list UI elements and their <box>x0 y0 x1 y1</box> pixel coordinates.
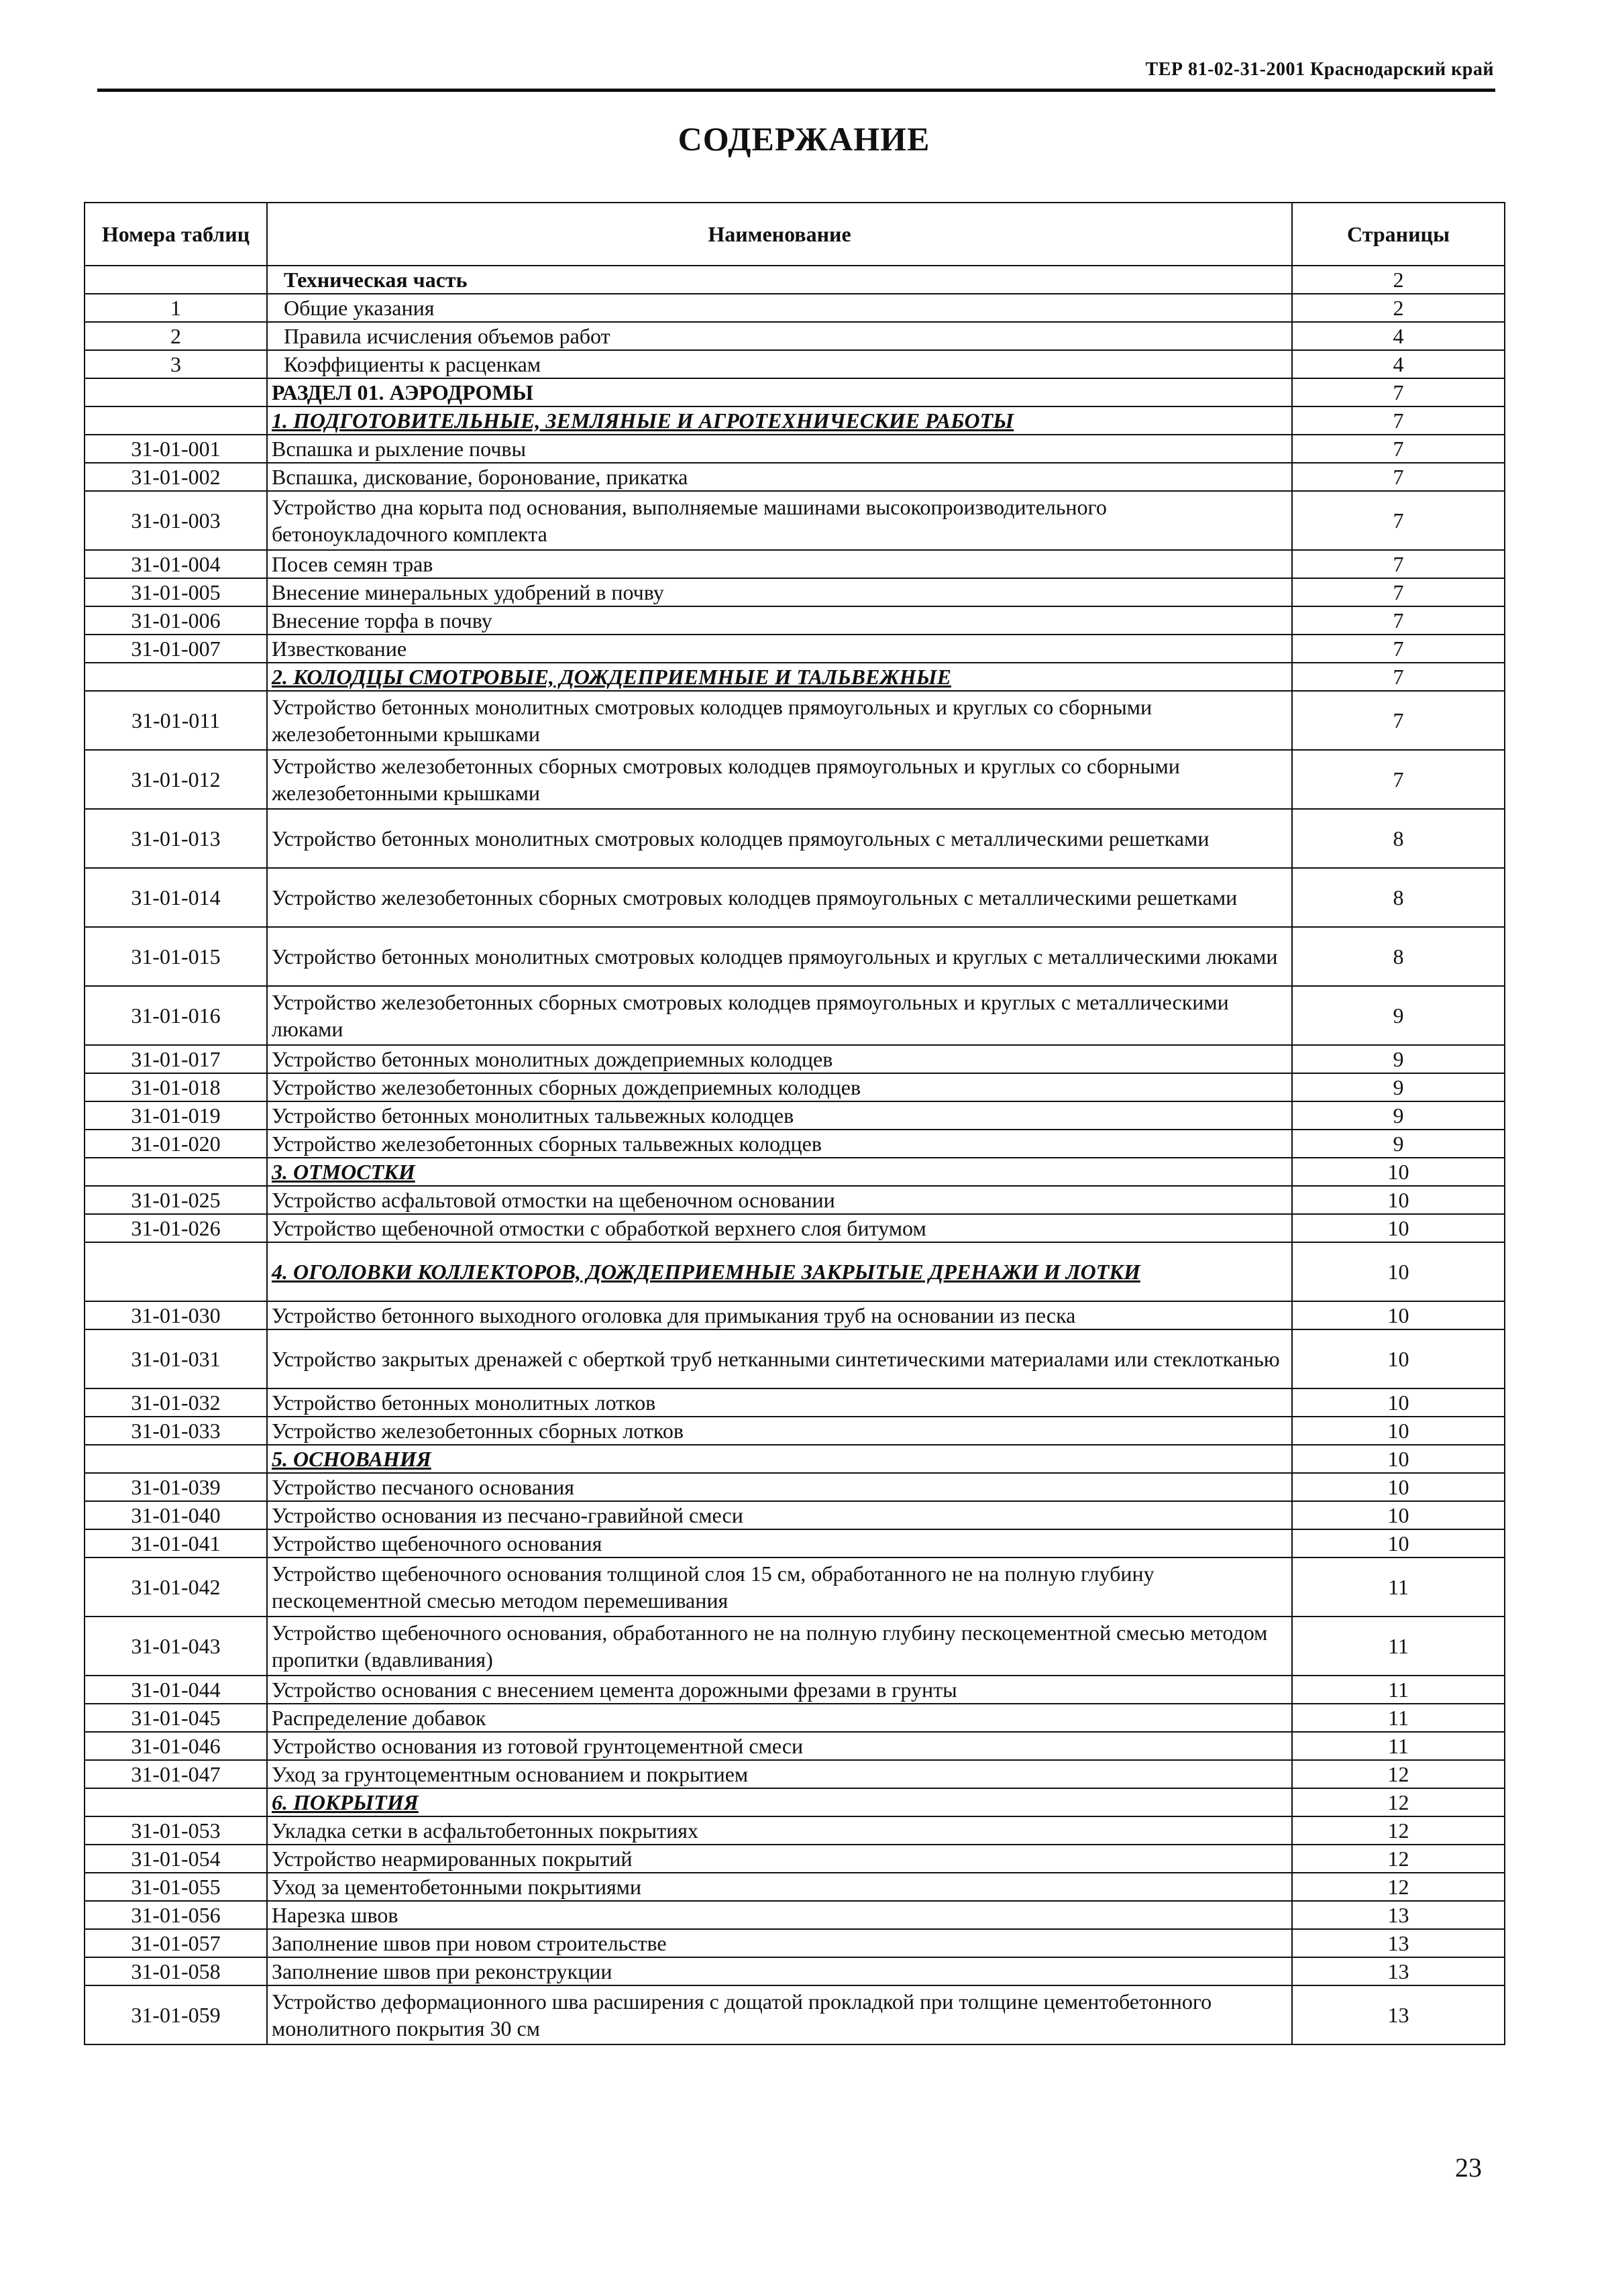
table-page-cell: 10 <box>1292 1417 1505 1445</box>
table-row <box>85 1816 1505 1845</box>
table-number-cell: 2 <box>85 322 267 350</box>
table-row <box>85 378 1505 406</box>
table-row <box>85 1473 1505 1501</box>
table-name-cell: Устройство железобетонных сборных смотровых колодцев прямоугольных и круглых с металлическими люками <box>267 986 1292 1045</box>
table-name-cell: Уход за цементобетонными покрытиями <box>267 1873 1292 1901</box>
table-row <box>85 606 1505 635</box>
table-page-cell: 10 <box>1292 1242 1505 1301</box>
table-page-cell: 10 <box>1292 1186 1505 1214</box>
table-number-cell <box>85 378 267 406</box>
table-name-cell: Устройство асфальтовой отмостки на щебеночном основании <box>267 1186 1292 1214</box>
table-page-cell: 7 <box>1292 463 1505 491</box>
table-page-cell: 10 <box>1292 1445 1505 1473</box>
table-row <box>85 1214 1505 1242</box>
section-row <box>85 1788 1505 1816</box>
table-number-cell: 31-01-025 <box>85 1186 267 1214</box>
table-row <box>85 435 1505 463</box>
table-page-cell: 7 <box>1292 606 1505 635</box>
table-page-cell: 12 <box>1292 1845 1505 1873</box>
table-row <box>85 491 1505 550</box>
contents-table <box>84 202 1505 2045</box>
table-row <box>85 750 1505 809</box>
table-number-cell: 31-01-016 <box>85 986 267 1045</box>
table-row <box>85 1557 1505 1617</box>
page-title: СОДЕРЖАНИЕ <box>678 120 930 158</box>
table-row <box>85 350 1505 378</box>
table-row <box>85 550 1505 578</box>
table-number-cell: 31-01-044 <box>85 1676 267 1704</box>
table-number-cell: 31-01-030 <box>85 1301 267 1329</box>
table-name-cell: Устройство железобетонных сборных дождеприемных колодцев <box>267 1073 1292 1101</box>
table-number-cell: 31-01-032 <box>85 1388 267 1417</box>
column-header-name: Наименование <box>267 203 1292 266</box>
table-number-cell: 31-01-055 <box>85 1873 267 1901</box>
table-number-cell: 31-01-039 <box>85 1473 267 1501</box>
table-name-cell: 4. ОГОЛОВКИ КОЛЛЕКТОРОВ, ДОЖДЕПРИЕМНЫЕ ЗАКРЫТЫЕ ДРЕНАЖИ И ЛОТКИ <box>267 1242 1292 1301</box>
table-row <box>85 1929 1505 1957</box>
table-name-cell: Устройство щебеночного основания, обработанного не на полную глубину пескоцементной смесью методом пропитки (вдавливания) <box>267 1617 1292 1676</box>
table-page-cell: 7 <box>1292 378 1505 406</box>
table-name-cell: Вспашка, дискование, боронование, прикатка <box>267 463 1292 491</box>
table-name-cell: Вспашка и рыхление почвы <box>267 435 1292 463</box>
table-page-cell: 7 <box>1292 750 1505 809</box>
table-number-cell <box>85 1242 267 1301</box>
section-row <box>85 1242 1505 1301</box>
table-page-cell: 12 <box>1292 1788 1505 1816</box>
page-number: 23 <box>1455 2152 1482 2183</box>
table-number-cell: 31-01-006 <box>85 606 267 635</box>
table-row <box>85 1676 1505 1704</box>
table-page-cell: 7 <box>1292 691 1505 750</box>
table-name-cell: Устройство бетонных монолитных тальвежных колодцев <box>267 1101 1292 1130</box>
table-page-cell: 13 <box>1292 1929 1505 1957</box>
table-page-cell: 2 <box>1292 294 1505 322</box>
table-name-cell: Устройство бетонных монолитных лотков <box>267 1388 1292 1417</box>
table-row <box>85 578 1505 606</box>
table-name-cell: Нарезка швов <box>267 1901 1292 1929</box>
table-number-cell: 31-01-057 <box>85 1929 267 1957</box>
table-page-cell: 7 <box>1292 491 1505 550</box>
table-row <box>85 868 1505 927</box>
table-page-cell: 9 <box>1292 1130 1505 1158</box>
table-number-cell: 31-01-014 <box>85 868 267 927</box>
table-row <box>85 1732 1505 1760</box>
table-name-cell: 6. ПОКРЫТИЯ <box>267 1788 1292 1816</box>
table-number-cell: 31-01-003 <box>85 491 267 550</box>
table-name-cell: Посев семян трав <box>267 550 1292 578</box>
table-page-cell: 13 <box>1292 1957 1505 1985</box>
table-page-cell: 7 <box>1292 406 1505 435</box>
table-row <box>85 1073 1505 1101</box>
table-row <box>85 1704 1505 1732</box>
table-row <box>85 1760 1505 1788</box>
table-number-cell: 31-01-046 <box>85 1732 267 1760</box>
table-page-cell: 11 <box>1292 1617 1505 1676</box>
table-page-cell: 10 <box>1292 1214 1505 1242</box>
table-page-cell: 8 <box>1292 809 1505 868</box>
table-number-cell: 31-01-058 <box>85 1957 267 1985</box>
table-number-cell: 31-01-040 <box>85 1501 267 1529</box>
table-page-cell: 4 <box>1292 322 1505 350</box>
table-row <box>85 266 1505 294</box>
table-number-cell <box>85 1445 267 1473</box>
table-name-cell: Устройство железобетонных сборных смотровых колодцев прямоугольных и круглых со сборными железобетонными крышками <box>267 750 1292 809</box>
table-number-cell <box>85 1158 267 1186</box>
table-number-cell: 31-01-005 <box>85 578 267 606</box>
table-number-cell: 31-01-011 <box>85 691 267 750</box>
table-name-cell: Устройство щебеночного основания <box>267 1529 1292 1557</box>
table-number-cell: 31-01-004 <box>85 550 267 578</box>
table-row <box>85 809 1505 868</box>
table-number-cell <box>85 266 267 294</box>
table-name-cell: Устройство бетонного выходного оголовка для примыкания труб на основании из песка <box>267 1301 1292 1329</box>
table-name-cell: Правила исчисления объемов работ <box>267 322 1292 350</box>
table-row <box>85 691 1505 750</box>
table-page-cell: 13 <box>1292 1901 1505 1929</box>
table-page-cell: 10 <box>1292 1501 1505 1529</box>
table-name-cell: Устройство песчаного основания <box>267 1473 1292 1501</box>
table-name-cell: Устройство бетонных монолитных смотровых колодцев прямоугольных и круглых со сборными железобетонными крышками <box>267 691 1292 750</box>
table-name-cell: Известкование <box>267 635 1292 663</box>
table-number-cell: 31-01-056 <box>85 1901 267 1929</box>
table-number-cell: 3 <box>85 350 267 378</box>
table-name-cell: 1. ПОДГОТОВИТЕЛЬНЫЕ, ЗЕМЛЯНЫЕ И АГРОТЕХНИЧЕСКИЕ РАБОТЫ <box>267 406 1292 435</box>
table-row <box>85 927 1505 986</box>
table-number-cell: 31-01-031 <box>85 1329 267 1388</box>
table-name-cell: Устройство бетонных монолитных смотровых колодцев прямоугольных с металлическими решетками <box>267 809 1292 868</box>
table-name-cell: Устройство неармированных покрытий <box>267 1845 1292 1873</box>
table-name-cell: Устройство основания из песчано-гравийной смеси <box>267 1501 1292 1529</box>
table-number-cell: 31-01-015 <box>85 927 267 986</box>
table-row <box>85 986 1505 1045</box>
table-row <box>85 635 1505 663</box>
table-name-cell: Уход за грунтоцементным основанием и покрытием <box>267 1760 1292 1788</box>
table-page-cell: 9 <box>1292 1073 1505 1101</box>
table-number-cell: 31-01-054 <box>85 1845 267 1873</box>
table-page-cell: 7 <box>1292 550 1505 578</box>
table-name-cell: Внесение минеральных удобрений в почву <box>267 578 1292 606</box>
table-row <box>85 1101 1505 1130</box>
table-name-cell: Устройство основания из готовой грунтоцементной смеси <box>267 1732 1292 1760</box>
table-page-cell: 10 <box>1292 1158 1505 1186</box>
table-name-cell: Техническая часть <box>267 266 1292 294</box>
table-page-cell: 8 <box>1292 868 1505 927</box>
table-number-cell: 31-01-043 <box>85 1617 267 1676</box>
table-row <box>85 1045 1505 1073</box>
table-number-cell: 31-01-045 <box>85 1704 267 1732</box>
table-name-cell: Заполнение швов при реконструкции <box>267 1957 1292 1985</box>
table-name-cell: Устройство бетонных монолитных дождеприемных колодцев <box>267 1045 1292 1073</box>
table-number-cell: 31-01-020 <box>85 1130 267 1158</box>
table-number-cell: 31-01-059 <box>85 1985 267 2044</box>
section-row <box>85 1158 1505 1186</box>
table-number-cell: 31-01-007 <box>85 635 267 663</box>
table-name-cell: Устройство основания с внесением цемента дорожными фрезами в грунты <box>267 1676 1292 1704</box>
table-number-cell: 31-01-017 <box>85 1045 267 1073</box>
table-number-cell: 31-01-041 <box>85 1529 267 1557</box>
table-page-cell: 10 <box>1292 1329 1505 1388</box>
table-page-cell: 11 <box>1292 1557 1505 1617</box>
table-name-cell: Устройство железобетонных сборных лотков <box>267 1417 1292 1445</box>
table-number-cell: 31-01-033 <box>85 1417 267 1445</box>
table-number-cell: 31-01-002 <box>85 463 267 491</box>
table-page-cell: 7 <box>1292 435 1505 463</box>
table-name-cell: РАЗДЕЛ 01. АЭРОДРОМЫ <box>267 378 1292 406</box>
table-name-cell: Коэффициенты к расценкам <box>267 350 1292 378</box>
table-name-cell: Устройство деформационного шва расширения с дощатой прокладкой при толщине цементобетонного монолитного покрытия 30 см <box>267 1985 1292 2044</box>
table-row <box>85 294 1505 322</box>
table-name-cell: Устройство щебеночной отмостки с обработкой верхнего слоя битумом <box>267 1214 1292 1242</box>
table-number-cell: 31-01-019 <box>85 1101 267 1130</box>
table-page-cell: 12 <box>1292 1873 1505 1901</box>
document-id: ТЕР 81-02-31-2001 Краснодарский край <box>1145 59 1494 80</box>
table-number-cell: 31-01-053 <box>85 1816 267 1845</box>
table-page-cell: 10 <box>1292 1301 1505 1329</box>
table-row <box>85 1130 1505 1158</box>
table-page-cell: 13 <box>1292 1985 1505 2044</box>
table-row <box>85 1301 1505 1329</box>
table-page-cell: 9 <box>1292 1101 1505 1130</box>
table-name-cell: Заполнение швов при новом строительстве <box>267 1929 1292 1957</box>
table-page-cell: 11 <box>1292 1676 1505 1704</box>
table-row <box>85 1417 1505 1445</box>
table-row <box>85 1901 1505 1929</box>
table-name-cell: 2. КОЛОДЦЫ СМОТРОВЫЕ, ДОЖДЕПРИЕМНЫЕ И ТАЛЬВЕЖНЫЕ <box>267 663 1292 691</box>
table-row <box>85 322 1505 350</box>
table-row <box>85 1329 1505 1388</box>
table-number-cell: 31-01-018 <box>85 1073 267 1101</box>
section-row <box>85 406 1505 435</box>
table-page-cell: 4 <box>1292 350 1505 378</box>
column-header-number: Номера таблиц <box>85 203 267 266</box>
table-row <box>85 1501 1505 1529</box>
table-row <box>85 1529 1505 1557</box>
table-name-cell: 5. ОСНОВАНИЯ <box>267 1445 1292 1473</box>
section-row <box>85 663 1505 691</box>
table-page-cell: 12 <box>1292 1816 1505 1845</box>
table-page-cell: 11 <box>1292 1732 1505 1760</box>
table-number-cell: 31-01-012 <box>85 750 267 809</box>
column-header-pages: Страницы <box>1292 203 1505 266</box>
table-name-cell: Общие указания <box>267 294 1292 322</box>
table-row <box>85 1985 1505 2044</box>
header-divider <box>97 89 1495 92</box>
table-row <box>85 1873 1505 1901</box>
table-page-cell: 2 <box>1292 266 1505 294</box>
table-number-cell <box>85 663 267 691</box>
table-page-cell: 7 <box>1292 663 1505 691</box>
table-row <box>85 1388 1505 1417</box>
table-page-cell: 8 <box>1292 927 1505 986</box>
table-number-cell: 1 <box>85 294 267 322</box>
table-page-cell: 9 <box>1292 1045 1505 1073</box>
table-name-cell: Устройство закрытых дренажей с оберткой труб нетканными синтетическими материалами или стеклотканью <box>267 1329 1292 1388</box>
table-row <box>85 463 1505 491</box>
table-name-cell: Укладка сетки в асфальтобетонных покрытиях <box>267 1816 1292 1845</box>
table-page-cell: 10 <box>1292 1388 1505 1417</box>
table-page-cell: 9 <box>1292 986 1505 1045</box>
table-name-cell: Распределение добавок <box>267 1704 1292 1732</box>
table-page-cell: 11 <box>1292 1704 1505 1732</box>
table-number-cell: 31-01-026 <box>85 1214 267 1242</box>
table-row <box>85 1845 1505 1873</box>
section-row <box>85 1445 1505 1473</box>
contents-table-body <box>85 266 1505 2044</box>
table-row <box>85 1617 1505 1676</box>
table-row <box>85 1957 1505 1985</box>
table-number-cell <box>85 1788 267 1816</box>
table-page-cell: 12 <box>1292 1760 1505 1788</box>
table-number-cell: 31-01-047 <box>85 1760 267 1788</box>
table-name-cell: Устройство железобетонных сборных смотровых колодцев прямоугольных с металлическими решетками <box>267 868 1292 927</box>
table-page-cell: 7 <box>1292 635 1505 663</box>
table-number-cell <box>85 406 267 435</box>
table-page-cell: 7 <box>1292 578 1505 606</box>
table-number-cell: 31-01-013 <box>85 809 267 868</box>
table-name-cell: 3. ОТМОСТКИ <box>267 1158 1292 1186</box>
table-name-cell: Устройство железобетонных сборных тальвежных колодцев <box>267 1130 1292 1158</box>
table-row <box>85 1186 1505 1214</box>
table-name-cell: Устройство дна корыта под основания, выполняемые машинами высокопроизводительного бетоноукладочного комплекта <box>267 491 1292 550</box>
table-name-cell: Устройство бетонных монолитных смотровых колодцев прямоугольных и круглых с металлическими люками <box>267 927 1292 986</box>
table-name-cell: Внесение торфа в почву <box>267 606 1292 635</box>
table-name-cell: Устройство щебеночного основания толщиной слоя 15 см, обработанного не на полную глубину пескоцементной смесью методом перемешивания <box>267 1557 1292 1617</box>
table-number-cell: 31-01-042 <box>85 1557 267 1617</box>
table-number-cell: 31-01-001 <box>85 435 267 463</box>
table-page-cell: 10 <box>1292 1529 1505 1557</box>
table-page-cell: 10 <box>1292 1473 1505 1501</box>
